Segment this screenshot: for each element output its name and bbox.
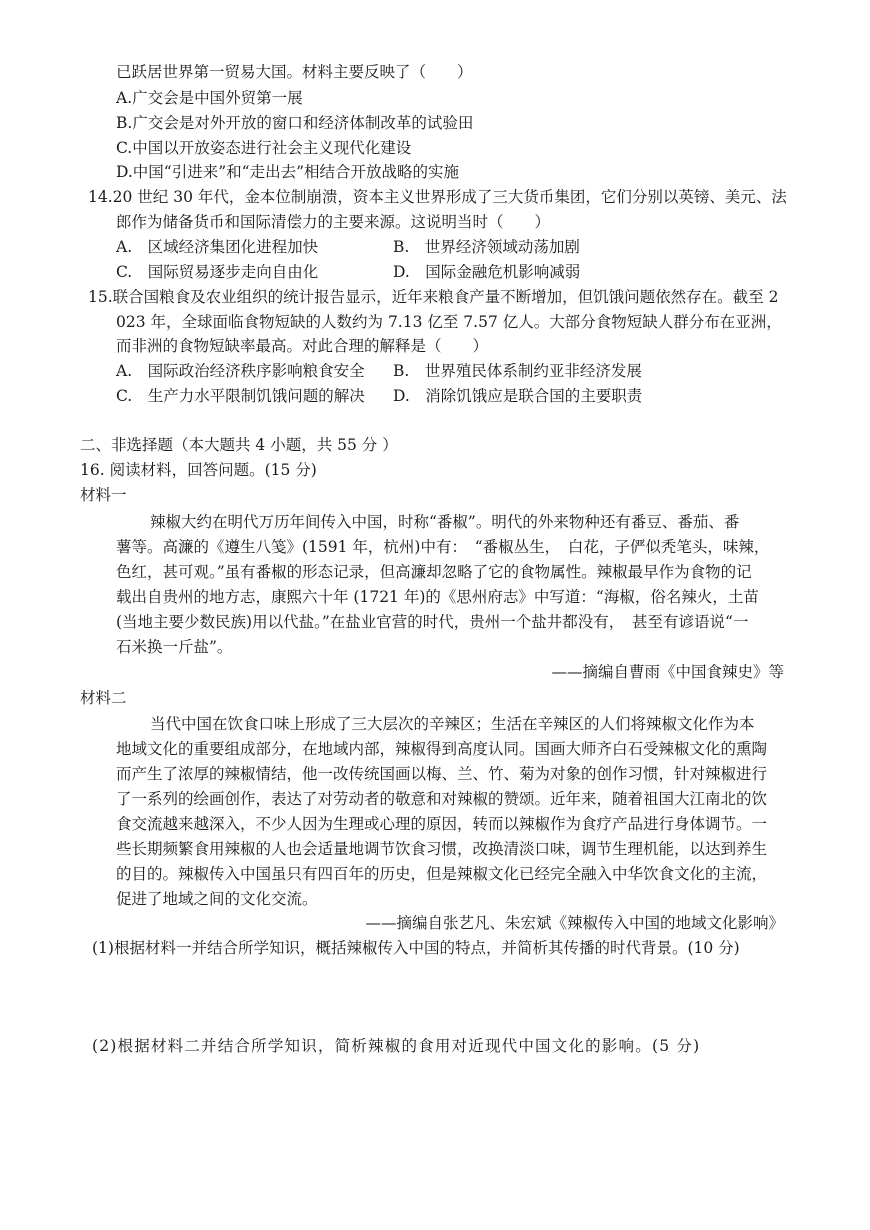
material1-label: 材料一 xyxy=(80,486,127,504)
q15-option-a: A. 国际政治经济秩序影响粮食安全 xyxy=(116,362,365,380)
q14-option-a: A. 区域经济集团化进程加快 xyxy=(116,238,319,256)
material1-line: 辣椒大约在明代万历年间传入中国，时称“番椒”。明代的外来物种还有番豆、番茄、番 xyxy=(150,513,740,531)
q13-option-a: A.广交会是中国外贸第一展 xyxy=(116,89,303,107)
material2-line: 而产生了浓厚的辣椒情结，他一改传统国画以梅、兰、竹、菊为对象的创作习惯，针对辣椒进行 xyxy=(116,765,768,783)
material1-line: 石米换一斤盐”。 xyxy=(116,638,233,656)
subquestion-1: (1)根据材料一并结合所学知识，概括辣椒传入中国的特点，并简析其传播的时代背景。(10 分) xyxy=(92,939,740,957)
q13-stem-continued: 已跃居世界第一贸易大国。材料主要反映了（ ） xyxy=(116,63,473,81)
q15-option-d: D. 消除饥饿应是联合国的主要职责 xyxy=(393,387,643,405)
q14-option-b: B. 世界经济领域动荡加剧 xyxy=(393,238,580,256)
q15-option-c: C. 生产力水平限制饥饿问题的解决 xyxy=(116,387,365,405)
subquestion-2: (2)根据材料二并结合所学知识，简析辣椒的食用对近现代中国文化的影响。(5 分) xyxy=(92,1037,701,1055)
q14-stem-line1: 14.20 世纪 30 年代，金本位制崩溃，资本主义世界形成了三大货币集团，它们分别以英镑、美元、法 xyxy=(88,188,787,206)
q13-option-c: C.中国以开放姿态进行社会主义现代化建设 xyxy=(116,139,412,157)
material1-line: 色红，甚可观。”虽有番椒的形态记录，但高濂却忽略了它的食物属性。辣椒最早作为食物的记 xyxy=(116,563,752,581)
material2-line: 食交流越来越深入，不少人因为生理或心理的原因，转而以辣椒作为食疗产品进行身体调节。一 xyxy=(116,815,768,833)
material2-line: 的目的。辣椒传入中国虽只有四百年的历史，但是辣椒文化已经完全融入中华饮食文化的主流， xyxy=(116,865,768,883)
material2-line: 地域文化的重要组成部分，在地域内部，辣椒得到高度认同。国画大师齐白石受辣椒文化的熏陶 xyxy=(116,740,768,758)
q15-stem-line2: 023 年，全球面临食物短缺的人数约为 7.13 亿至 7.57 亿人。大部分食物短缺人群分布在亚洲， xyxy=(116,313,782,331)
q13-option-d: D.中国“引进来”和“走出去”相结合开放战略的实施 xyxy=(116,163,459,181)
material2-line: 些长期频繁食用辣椒的人也会适量地调节饮食习惯，改换清淡口味，调节生理机能，以达到养生 xyxy=(116,840,768,858)
material2-label: 材料二 xyxy=(80,689,127,707)
q14-option-d: D. 国际金融危机影响减弱 xyxy=(393,263,581,281)
material2-line: 促进了地域之间的文化交流。 xyxy=(116,890,318,908)
section2-title: 二、非选择题（本大题共 4 小题，共 55 分 ） xyxy=(80,436,398,454)
q15-option-b: B. 世界殖民体系制约亚非经济发展 xyxy=(393,362,642,380)
material2-line: 了一系列的绘画创作，表达了对劳动者的敬意和对辣椒的赞颂。近年来，随着祖国大江南北的饮 xyxy=(116,790,768,808)
material2-line: 当代中国在饮食口味上形成了三大层次的辛辣区；生活在辛辣区的人们将辣椒文化作为本 xyxy=(150,715,755,733)
q15-stem-line1: 15.联合国粮食及农业组织的统计报告显示，近年来粮食产量不断增加，但饥饿问题依然存在。截至 2 xyxy=(88,288,779,306)
material1-source: ——摘编自曹雨《中国食辣史》等 xyxy=(551,663,784,681)
q14-option-c: C. 国际贸易逐步走向自由化 xyxy=(116,263,319,281)
material1-line: 薯等。高濂的《遵生八笺》(1591 年，杭州)中有： “番椒丛生， 白花，子俨似秃笔头，味辣， xyxy=(116,538,770,556)
q16-title: 16. 阅读材料，回答问题。(15 分) xyxy=(80,461,317,479)
q13-option-b: B.广交会是对外开放的窗口和经济体制改革的试验田 xyxy=(116,114,474,132)
material2-source: ——摘编自张艺凡、朱宏斌《辣椒传入中国的地域文化影响》 xyxy=(365,914,784,932)
q14-stem-line2: 郎作为储备货币和国际清偿力的主要来源。这说明当时（ ） xyxy=(116,213,551,231)
material1-line: (当地主要少数民族)用以代盐。”在盐业官营的时代，贵州一个盐井都没有， 甚至有谚语说“一 xyxy=(116,613,749,631)
material1-line: 载出自贵州的地方志，康熙六十年 (1721 年)的《思州府志》中写道：“海椒，俗名辣火，土苗 xyxy=(116,588,759,606)
q15-stem-line3: 而非洲的食物短缺率最高。对此合理的解释是（ ） xyxy=(116,337,489,355)
